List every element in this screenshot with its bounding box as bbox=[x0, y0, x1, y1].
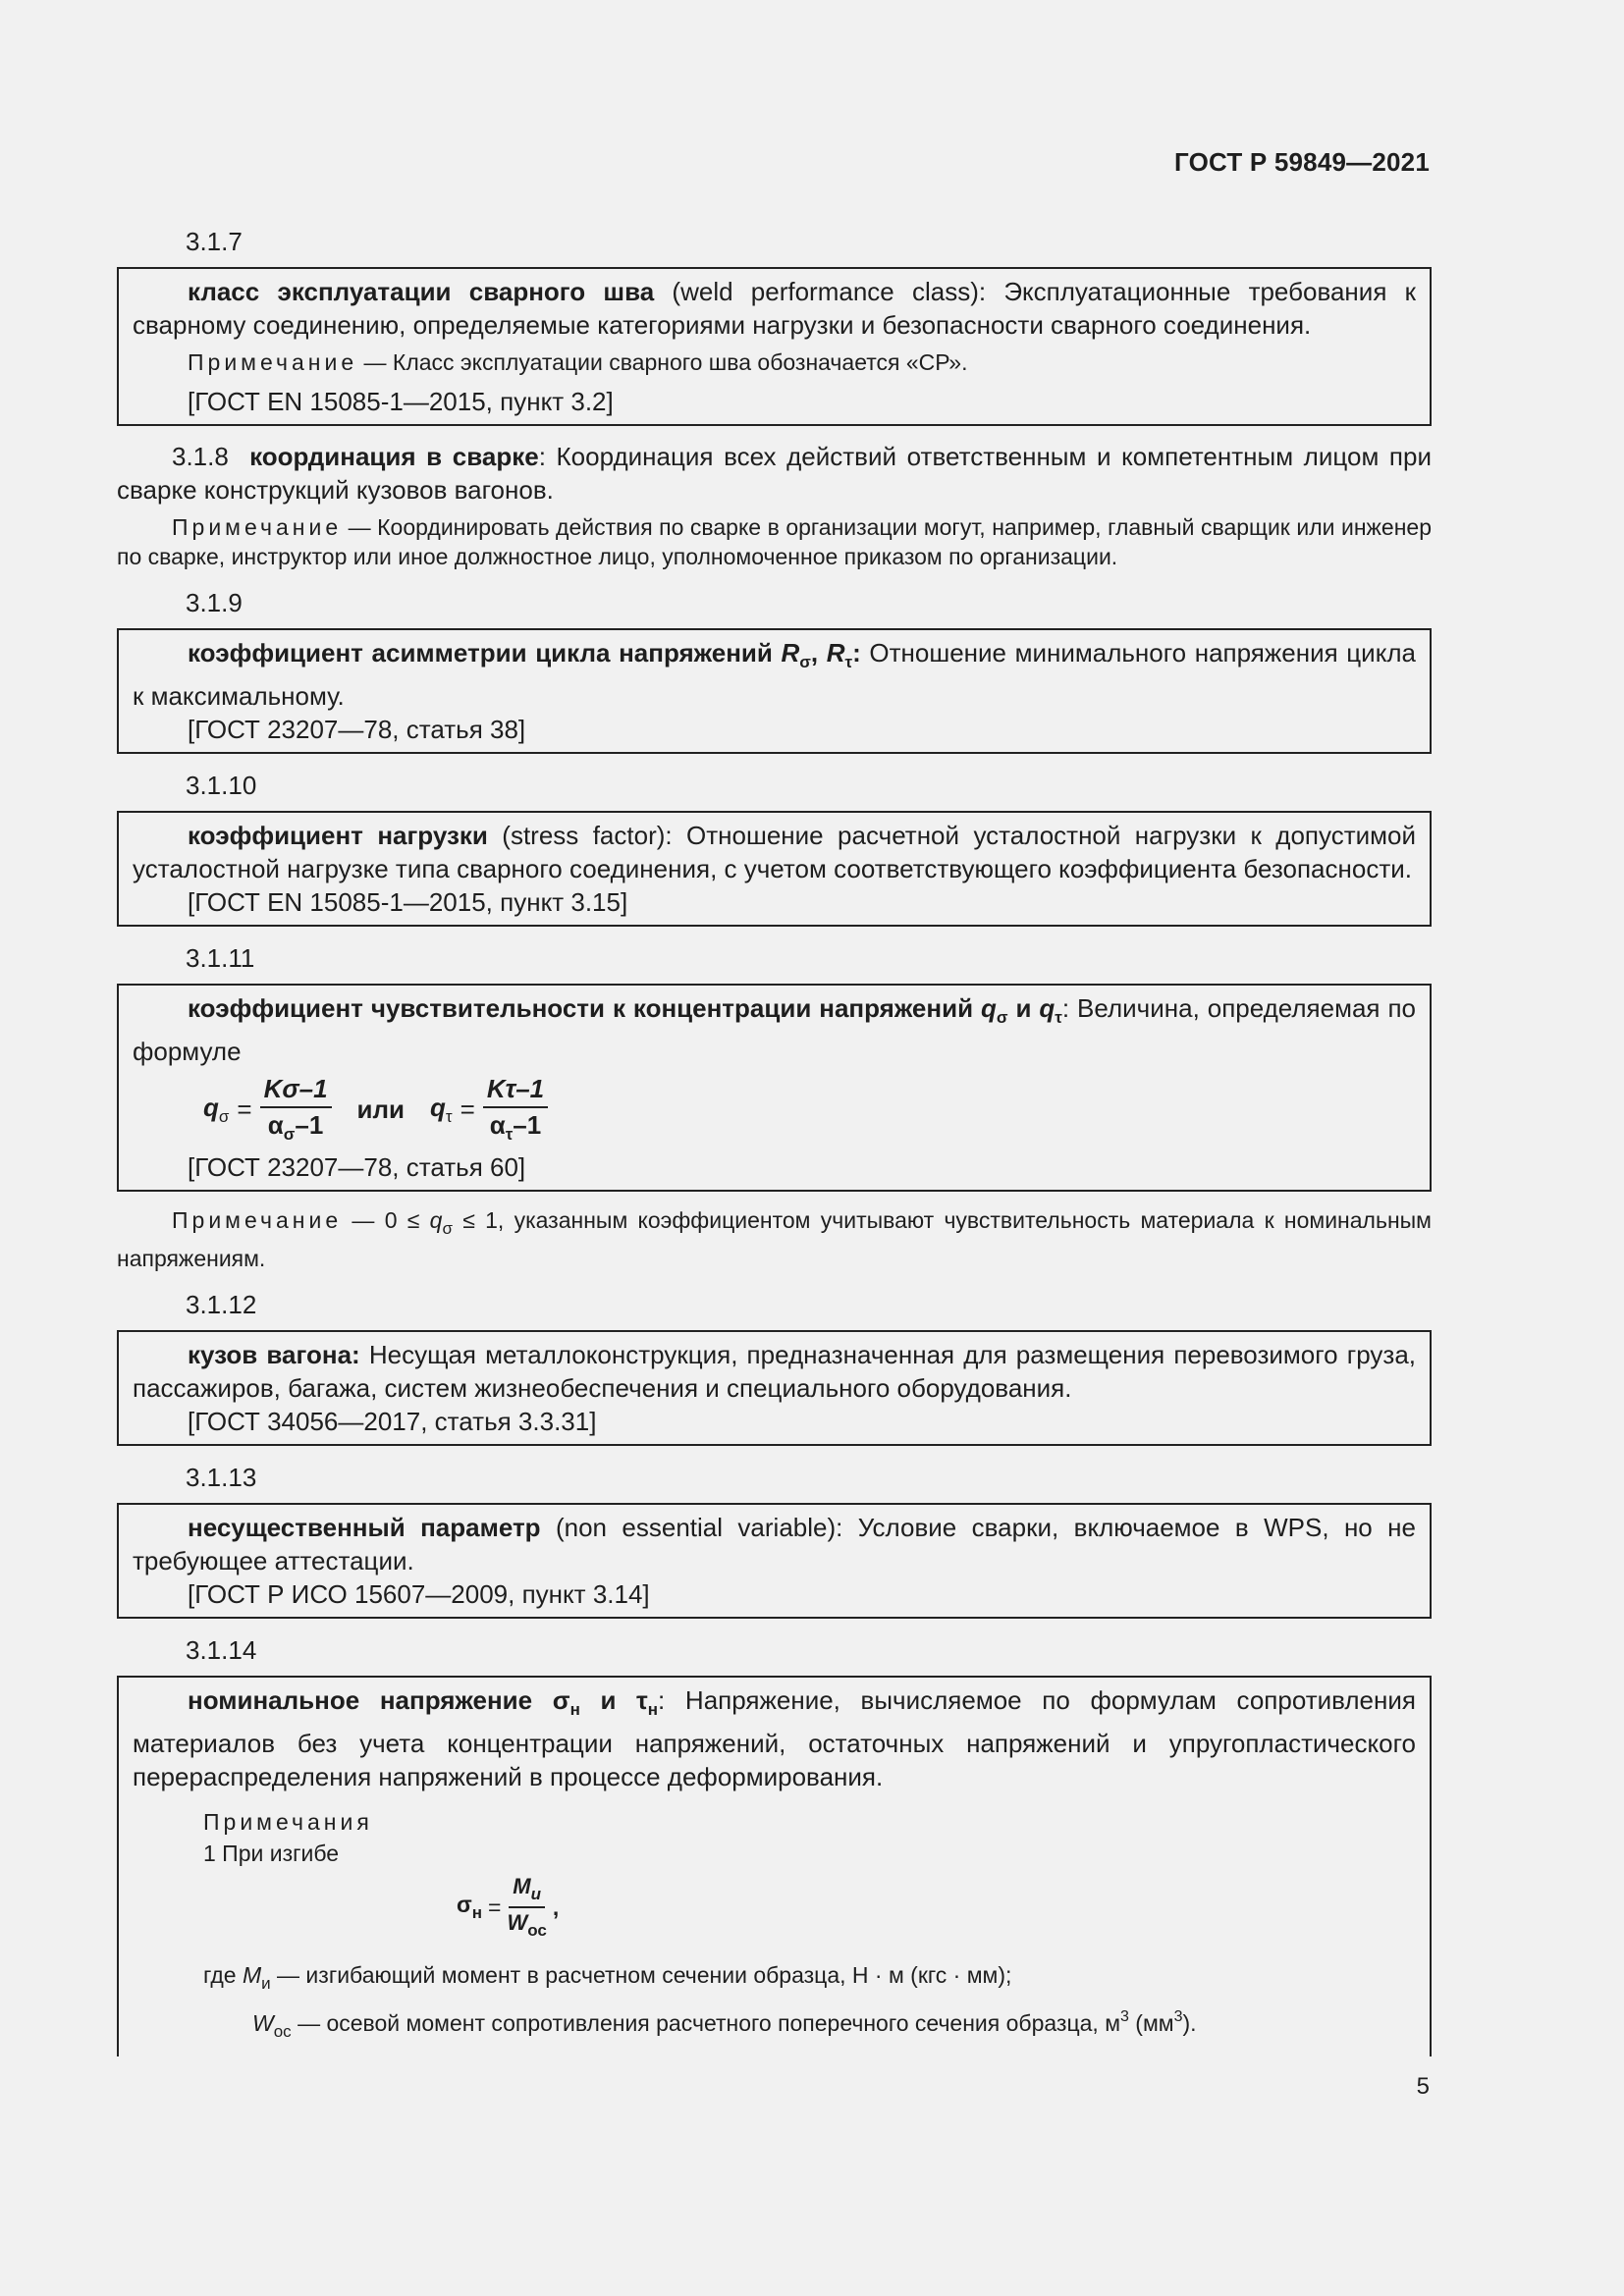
definition-text: : Координация всех действий ответственным и компетентным лицом при сварке конструкций кузовов вагонов. bbox=[117, 442, 1432, 505]
superscript: 3 bbox=[1173, 2008, 1183, 2025]
note-text: ≤ 1, указанным коэффициентом учитывают чувствительность материала к номинальным напряжениям. bbox=[117, 1207, 1432, 1271]
definition-text: Отношение минимального напряжения цикла к максимальному. bbox=[133, 638, 1417, 711]
term-3-1-8 bbox=[117, 440, 1432, 571]
term-box-3-1-12 bbox=[117, 1330, 1432, 1446]
denominator-symbol: W bbox=[507, 1910, 528, 1935]
numerator bbox=[509, 1874, 545, 1908]
conjunction: и bbox=[1007, 993, 1040, 1023]
symbol: W bbox=[252, 2010, 274, 2036]
term-box-3-1-10 bbox=[117, 811, 1432, 927]
colon: : bbox=[852, 638, 861, 667]
note bbox=[117, 1205, 1432, 1273]
term-definition bbox=[133, 819, 1416, 885]
notes-item: 1 При изгибе bbox=[203, 1841, 340, 1866]
term-definition bbox=[133, 1338, 1416, 1405]
symbol: q bbox=[429, 1207, 443, 1233]
definition-text: Несущая металлоконструкция, предназначенная для размещения перевозимого груза, пассажиров, багажа, систем жизнеобеспечения и специального оборудования. bbox=[133, 1340, 1416, 1403]
sigma-formula bbox=[457, 1874, 1416, 1941]
term-box-3-1-11 bbox=[117, 984, 1432, 1192]
term-definition bbox=[133, 636, 1416, 713]
subscript: σ bbox=[799, 653, 811, 671]
formula-symbol: q bbox=[430, 1092, 446, 1122]
definition-text: (stress factor): Отношение расчетной усталостной нагрузки к допустимой усталостной нагрузке типа сварного соединения, с учетом соответствующего коэффициента безопасности. bbox=[133, 821, 1416, 883]
source-reference: [ГОСТ EN 15085-1—2015, пункт 3.2] bbox=[188, 387, 614, 416]
notes-item-row bbox=[133, 1839, 1416, 1868]
denominator bbox=[507, 1908, 546, 1941]
source-reference: [ГОСТ EN 15085-1—2015, пункт 3.15] bbox=[188, 887, 628, 917]
subscript: н bbox=[471, 1903, 483, 1922]
source-reference: [ГОСТ 23207—78, статья 38] bbox=[188, 715, 526, 744]
subscript: τ bbox=[505, 1125, 514, 1144]
note-label: Примечание bbox=[172, 1207, 343, 1233]
subscript: σ bbox=[442, 1219, 453, 1238]
document-id: ГОСТ Р 59849—2021 bbox=[1174, 147, 1430, 177]
subscript: и bbox=[261, 1974, 271, 1993]
numerator-symbol: M bbox=[513, 1874, 531, 1898]
term-name: координация в сварке bbox=[249, 442, 539, 471]
symbol: R bbox=[826, 638, 845, 667]
denominator-tail: –1 bbox=[513, 1110, 542, 1140]
where-word: где bbox=[203, 1962, 243, 1988]
symbol: q bbox=[1039, 993, 1056, 1023]
source-reference: [ГОСТ 23207—78, статья 60] bbox=[188, 1152, 526, 1182]
term-number: 3.1.12 bbox=[186, 1290, 257, 1319]
subscript: σ bbox=[283, 1125, 296, 1144]
formula-tail: , bbox=[552, 1894, 560, 1920]
subscript: н bbox=[569, 1700, 580, 1719]
term-number: 3.1.11 bbox=[186, 943, 255, 973]
term-definition bbox=[133, 275, 1416, 342]
where-text: (мм bbox=[1128, 2010, 1174, 2036]
subscript: и bbox=[530, 1885, 541, 1903]
denominator-symbol: α bbox=[267, 1110, 284, 1140]
definition-text: (non essential variable): Условие сварки, включаемое в WPS, но не требующее аттестации. bbox=[133, 1513, 1416, 1575]
separator: , bbox=[810, 638, 827, 667]
term-name: несущественный параметр bbox=[188, 1513, 541, 1542]
subscript: σ bbox=[996, 1008, 1008, 1027]
superscript: 3 bbox=[1120, 2008, 1129, 2025]
note bbox=[133, 347, 1416, 377]
numerator: Kσ–1 bbox=[260, 1074, 332, 1108]
term-number: 3.1.14 bbox=[186, 1635, 257, 1665]
definition-text: : Напряжение, вычисляемое по формулам сопротивления материалов без учета концентрации напряжений, остаточных напряжений и упругопластического перераспределения напряжений в процессе деформирования. bbox=[133, 1685, 1416, 1791]
term-name: коэффициент чувствительности к концентрации напряжений bbox=[188, 993, 982, 1023]
term-name: класс эксплуатации сварного шва bbox=[188, 277, 655, 306]
where-text: — изгибающий момент в расчетном сечении образца, Н · м (кгс · мм); bbox=[270, 1962, 1012, 1988]
term-number: 3.1.9 bbox=[186, 588, 243, 617]
term-definition bbox=[133, 991, 1416, 1068]
subscript: τ bbox=[445, 1106, 453, 1126]
where-text: — осевой момент сопротивления расчетного поперечного сечения образца, м bbox=[291, 2010, 1121, 2036]
subscript: τ bbox=[1055, 1008, 1062, 1027]
term-name: коэффициент нагрузки bbox=[188, 821, 488, 850]
numerator: Kτ–1 bbox=[483, 1074, 548, 1108]
formula-q-sigma bbox=[203, 1074, 332, 1145]
formula bbox=[133, 1074, 1416, 1145]
term-name: кузов вагона: bbox=[188, 1340, 360, 1369]
subscript: н bbox=[647, 1700, 659, 1719]
where-line-1 bbox=[133, 1958, 1416, 2001]
term-box-3-1-14 bbox=[117, 1676, 1432, 2056]
subscript: σ bbox=[218, 1106, 230, 1126]
note-3-1-11 bbox=[117, 1205, 1432, 1273]
where-text: ). bbox=[1182, 2010, 1197, 2036]
content bbox=[117, 224, 1432, 2070]
term-name: коэффициент асимметрии цикла напряжений bbox=[188, 638, 782, 667]
term-box-3-1-9 bbox=[117, 628, 1432, 754]
equals-sign: = bbox=[488, 1894, 502, 1920]
fraction bbox=[507, 1874, 546, 1941]
equals-sign: = bbox=[460, 1094, 475, 1124]
note-label: Примечание bbox=[188, 349, 358, 375]
notes-label: Примечания bbox=[203, 1809, 373, 1835]
denominator bbox=[490, 1108, 542, 1145]
fraction bbox=[260, 1074, 332, 1145]
formula-symbol: σ bbox=[457, 1892, 472, 1917]
definition-text: (weld performance class): Эксплуатационные требования к сварному соединению, определяемые категориями нагрузки и безопасности сварного соединения. bbox=[133, 277, 1416, 340]
formula-q-tau bbox=[430, 1074, 548, 1145]
formula-symbol: q bbox=[203, 1092, 219, 1122]
term-definition bbox=[117, 440, 1432, 507]
symbol: M bbox=[242, 1962, 262, 1988]
note-label: Примечание bbox=[172, 514, 343, 540]
source-reference: [ГОСТ 34056—2017, статья 3.3.31] bbox=[188, 1407, 597, 1436]
fraction bbox=[483, 1074, 548, 1145]
source-reference: [ГОСТ Р ИСО 15607—2009, пункт 3.14] bbox=[188, 1579, 650, 1609]
term-name: номинальное напряжение σ bbox=[188, 1685, 570, 1715]
subscript: ос bbox=[527, 1921, 547, 1940]
definition-text: : Величина, определяемая по формуле bbox=[133, 993, 1416, 1066]
page-number: 5 bbox=[1416, 2073, 1430, 2100]
term-number: 3.1.13 bbox=[186, 1463, 257, 1492]
denominator bbox=[268, 1108, 324, 1145]
note-text: — 0 ≤ bbox=[342, 1207, 430, 1233]
conjunction: и τ bbox=[579, 1685, 648, 1715]
term-box-3-1-7 bbox=[117, 267, 1432, 426]
term-number: 3.1.8 bbox=[172, 442, 229, 471]
where-line-2 bbox=[133, 2001, 1416, 2049]
note-text: — Координировать действия по сварке в организации могут, например, главный сварщик или инженер по сварке, инструктор или иное должностное лицо, уполномоченное приказом по организации. bbox=[117, 514, 1432, 569]
subscript: τ bbox=[844, 653, 853, 671]
term-number: 3.1.7 bbox=[186, 227, 243, 256]
denominator-symbol: α bbox=[489, 1110, 506, 1140]
term-box-3-1-13 bbox=[117, 1503, 1432, 1619]
term-definition bbox=[133, 1511, 1416, 1577]
term-definition bbox=[133, 1683, 1416, 1793]
denominator-tail: –1 bbox=[295, 1110, 324, 1140]
equals-sign: = bbox=[237, 1094, 252, 1124]
note bbox=[117, 512, 1432, 571]
symbol: q bbox=[981, 993, 997, 1023]
note-text: — Класс эксплуатации сварного шва обозначается «СР». bbox=[357, 349, 968, 375]
term-number: 3.1.10 bbox=[186, 771, 257, 800]
symbol: R bbox=[781, 638, 800, 667]
or-word: или bbox=[356, 1094, 406, 1124]
subscript: ос bbox=[273, 2022, 292, 2041]
